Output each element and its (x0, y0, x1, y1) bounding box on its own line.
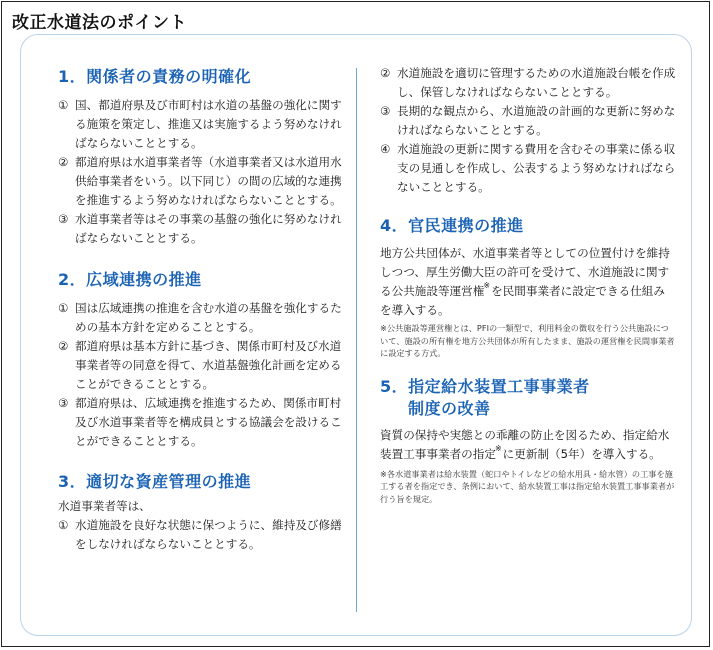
section-3-list-b (380, 64, 676, 197)
section-5 (380, 376, 676, 506)
item-number: ① (58, 301, 69, 315)
section-4-body-pre: 地方公共団体が、水道事業者等としての位置付けを維持しつつ、厚生労働大臣の許可を受けて、水道施設に関する公共施設等運営権 (380, 246, 670, 298)
page-title: 改正水道法のポイント (12, 13, 187, 33)
list-item (380, 64, 676, 102)
item-number: ① (58, 98, 69, 112)
section-1 (58, 66, 348, 248)
section-1-title: 1．関係者の責務の明確化 (58, 67, 252, 86)
section-5-body (380, 426, 676, 464)
item-number: ② (58, 155, 69, 169)
section-4-note: ※公共施設等運営権とは、PFIの一類型で、利用料金の徴収を行う公共施設について、施設の所有権を地方公共団体が所有したまま、施設の運営権を民間事業者に設定する方式。 (380, 323, 675, 358)
section-3-title: 3．適切な資産管理の推進 (58, 472, 252, 491)
item-text: 水道事業者等はその事業の基盤の強化に努めなければならないこととする。 (75, 212, 342, 245)
item-text: 水道施設の更新に関する費用を含むその事業に係る収支の見通しを作成し、公表するよう努めなければならないこととする。 (397, 142, 676, 194)
item-text: 都道府県は、広域連携を推進するため、関係市町村及び水道事業者等を構成員とする協議会を設けることができることとする。 (75, 396, 342, 448)
left-column (58, 66, 348, 554)
list-item (58, 153, 348, 210)
item-text: 都道府県は基本方針に基づき、関係市町村及び水道事業者等の同意を得て、水道基盤強化計画を定めることができることとする。 (75, 339, 342, 391)
list-item (58, 516, 348, 554)
list-item (58, 337, 348, 394)
item-text: 都道府県は水道事業者等（水道事業者又は水道用水供給事業者をいう。以下同じ）の間の広域的な連携を推進するよう努めなければならないこととする。 (75, 155, 342, 207)
item-text: 国、都道府県及び市町村は水道の基盤の強化に関する施策を策定し、推進又は実施するよう努めなければならないこととする。 (75, 98, 342, 150)
item-text: 国は広域連携の推進を含む水道の基盤を強化するための基本方針を定めることとする。 (75, 301, 342, 334)
section-5-title-line2: 制度の改善 (408, 398, 491, 418)
item-number: ③ (380, 104, 391, 118)
list-item (380, 140, 676, 197)
section-2-list (58, 299, 348, 451)
item-text: 水道施設を良好な状態に保つように、維持及び修繕をしなければならないこととする。 (75, 518, 342, 551)
footnote-mark: ※ (494, 443, 502, 453)
list-item (58, 299, 348, 337)
section-4-body-post: を民間事業者に設定できる仕組みを導入する。 (380, 284, 665, 317)
item-number: ③ (58, 212, 69, 226)
section-4 (380, 215, 676, 360)
item-text: 長期的な観点から、水道施設の計画的な更新に努めなければならないこととする。 (397, 104, 676, 137)
column-divider (356, 68, 357, 612)
section-5-title (380, 376, 676, 420)
section-5-note: ※各水道事業者は給水装置（蛇口やトイレなどの給水用具・給水管）の工事を施工する者を指定でき、条例において、給水装置工事は指定給水装置工事事業者が行う旨を規定。 (380, 468, 675, 504)
list-item (58, 394, 348, 451)
item-number: ④ (380, 142, 391, 156)
item-text: 水道施設を適切に管理するための水道施設台帳を作成し、保管しなければならないこととする。 (397, 66, 676, 99)
item-number: ② (380, 66, 391, 80)
right-column (380, 66, 676, 505)
section-1-list (58, 96, 348, 248)
section-3-list-a (58, 516, 348, 554)
list-item (58, 96, 348, 153)
section-4-body (380, 244, 676, 320)
item-number: ① (58, 518, 69, 532)
item-number: ③ (58, 396, 69, 410)
list-item (58, 210, 348, 248)
section-5-body-post: に更新制（5年）を導入する。 (502, 446, 661, 461)
footnote-mark: ※ (483, 281, 491, 290)
section-4-title: 4．官民連携の推進 (380, 216, 524, 235)
section-2 (58, 269, 348, 451)
section-5-body-pre: 資質の保持や実態との乖離の防止を図るため、指定給水装置工事事業者の指定 (380, 427, 670, 461)
list-item (380, 102, 676, 140)
item-number: ② (58, 339, 69, 353)
section-3-intro: 水道事業者等は、 (58, 499, 151, 513)
section-3 (58, 471, 348, 554)
section-2-title: 2．広域連携の推進 (58, 270, 202, 289)
section-5-title-line1: 5．指定給水装置工事事業者 (380, 376, 590, 396)
